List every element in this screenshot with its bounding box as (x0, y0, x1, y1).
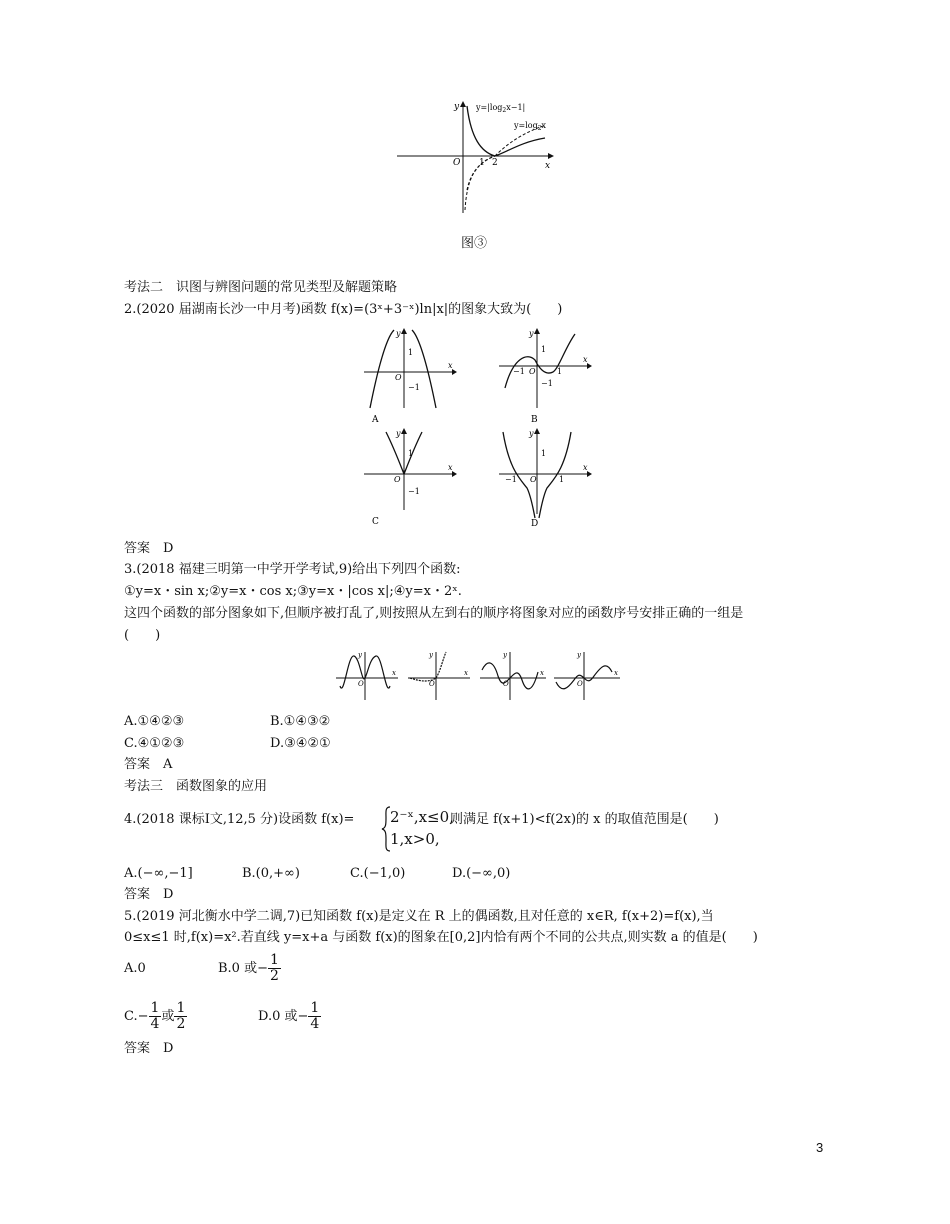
svg-text:y: y (529, 329, 534, 338)
fig3-curve-label-log: $y=\log_2x$ (514, 121, 547, 132)
q3-option-b: B.①④③② (270, 714, 331, 729)
q2-answer: 答案 D (124, 541, 174, 556)
q2-option-a-label: A (372, 415, 379, 424)
svg-text:1: 1 (559, 475, 565, 484)
svg-text:y: y (429, 651, 433, 659)
q5-option-a: A.0 (124, 961, 146, 976)
q5-option-d: D.0 或− $\frac{1}{4}$ (258, 1000, 320, 1032)
svg-text:O: O (395, 373, 402, 382)
svg-text:x: x (464, 669, 468, 677)
fig3-x-label: x (545, 161, 551, 171)
svg-text:O: O (358, 680, 364, 688)
svg-text:x: x (540, 669, 544, 677)
q4-option-d: D.(−∞,0) (452, 866, 511, 881)
q2-graph-b (497, 328, 592, 424)
svg-text:O: O (529, 367, 536, 376)
svg-text:−1: −1 (408, 487, 420, 496)
q2-graph-c (362, 428, 457, 528)
fig3-curve-label-abs: $y=|\log_2x-1|$ (476, 103, 526, 114)
svg-text:x: x (583, 355, 588, 364)
q3-paren: ( ) (124, 628, 161, 643)
svg-text:y: y (396, 429, 401, 438)
svg-text:−1: −1 (513, 367, 525, 376)
q3-functions: ①y=x・sin x;②y=x・cos x;③y=x・|cos x|;④y=x・2ˣ. (124, 584, 462, 599)
svg-text:x: x (448, 361, 453, 370)
svg-text:1: 1 (557, 367, 563, 376)
svg-text:O: O (429, 680, 435, 688)
q4-option-a: A.(−∞,−1] (124, 866, 193, 881)
figure3-caption: 图③ (461, 236, 488, 251)
svg-text:x: x (448, 463, 453, 472)
q4-option-b: B.(0,+∞) (242, 866, 300, 881)
fig3-origin: O (453, 158, 461, 168)
figure3-graph (395, 98, 560, 218)
q4-answer: 答案 D (124, 887, 174, 902)
svg-text:−1: −1 (541, 379, 553, 388)
q2-graph-a (362, 328, 457, 424)
fig3-tick2: 2 (492, 158, 498, 168)
svg-text:O: O (577, 680, 583, 688)
q3-option-d: D.③④②① (270, 736, 331, 751)
q4-stem-pre: 4.(2018 课标Ⅰ文,12,5 分)设函数 f(x)= (124, 812, 355, 827)
svg-text:O: O (394, 475, 401, 484)
svg-text:y: y (529, 429, 534, 438)
svg-text:−1: −1 (505, 475, 517, 484)
svg-text:1: 1 (541, 449, 547, 458)
q2-option-b-label: B (531, 415, 538, 424)
q4-case2: 1,x>0, (390, 830, 440, 848)
q2-stem: 2.(2020 届湖南长沙一中月考)函数 f(x)=(3ˣ+3⁻ˣ)ln|x|的图象大致为( ) (124, 302, 563, 317)
svg-text:y: y (396, 329, 401, 338)
svg-text:y: y (503, 651, 507, 659)
svg-text:y: y (577, 651, 581, 659)
section3-heading: 考法三 函数图象的应用 (124, 779, 268, 794)
svg-text:x: x (583, 463, 588, 472)
svg-text:y: y (358, 651, 362, 659)
q5-line1: 5.(2019 河北衡水中学二调,7)已知函数 f(x)是定义在 R 上的偶函数,且对任意的 x∈R, f(x+2)=f(x),当 (124, 909, 714, 924)
svg-text:1: 1 (408, 348, 414, 357)
q5-option-b: B.0 或− $\frac{1}{2}$ (218, 952, 279, 984)
q4-option-c: C.(−1,0) (350, 866, 406, 881)
q2-option-d-label: D (531, 519, 539, 528)
q5-line2: 0≤x≤1 时,f(x)=x².若直线 y=x+a 与函数 f(x)的图象在[0,2]内恰有两个不同的公共点,则实数 a 的值是( ) (124, 930, 758, 945)
q2-option-c-label: C (372, 517, 379, 527)
fig3-tick1: 1 (479, 158, 485, 168)
q5-answer: 答案 D (124, 1041, 174, 1056)
q3-option-a: A.①④②③ (124, 714, 185, 729)
svg-text:O: O (503, 680, 509, 688)
section2-heading: 考法二 识图与辨图问题的常见类型及解题策略 (124, 280, 398, 295)
svg-text:1: 1 (408, 449, 414, 458)
q3-answer: 答案 A (124, 757, 173, 772)
q4-case1: 2⁻ˣ,x≤0, (390, 808, 454, 826)
q2-graph-d (497, 428, 592, 528)
q4-stem-post: 则满足 f(x+1)<f(2x)的 x 的取值范围是( ) (450, 812, 719, 827)
page-number: 3 (816, 1140, 824, 1155)
svg-text:−1: −1 (408, 383, 420, 392)
svg-text:x: x (392, 669, 396, 677)
q3-option-c: C.④①②③ (124, 736, 185, 751)
q3-stem: 3.(2018 福建三明第一中学开学考试,9)给出下列四个函数: (124, 562, 461, 577)
svg-text:1: 1 (541, 345, 547, 354)
svg-text:O: O (530, 475, 537, 484)
q5-option-c: C.− $\frac{1}{4}$ 或 $\frac{1}{2}$ (124, 1000, 186, 1032)
svg-text:x: x (614, 669, 618, 677)
fig3-y-label: y (454, 102, 460, 112)
q3-description: 这四个函数的部分图象如下,但顺序被打乱了,则按照从左到右的顺序将图象对应的函数序号安排正确的一组是 (124, 606, 744, 621)
q3-graphs (334, 648, 624, 704)
